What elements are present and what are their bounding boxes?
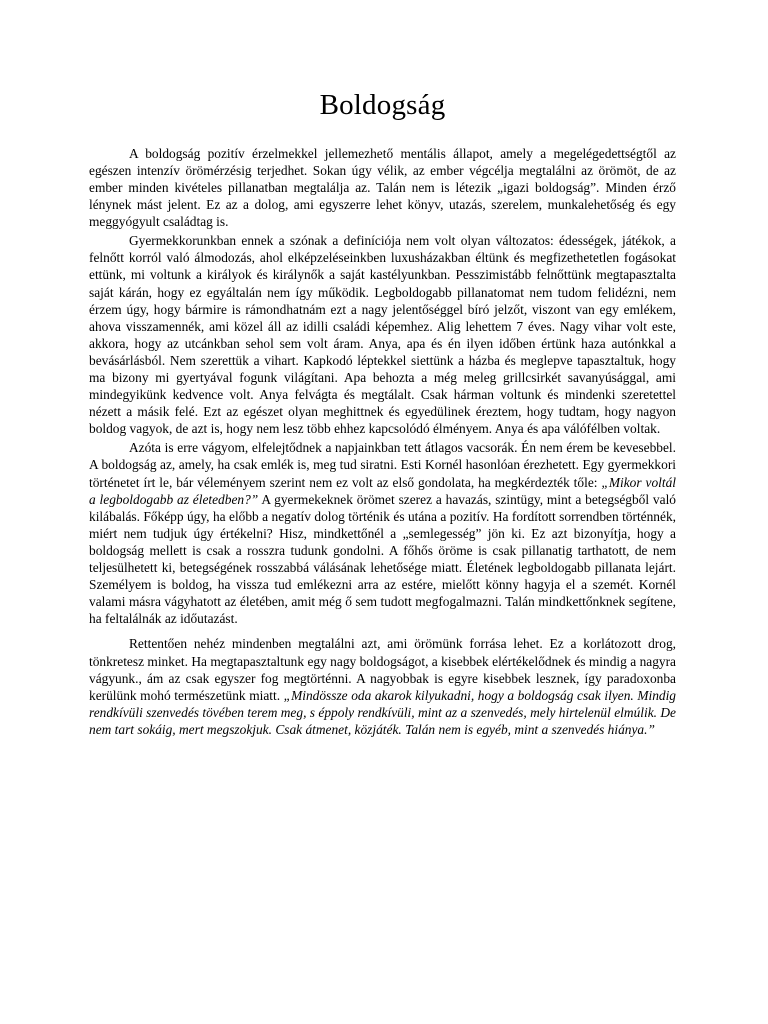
paragraph-4-text: Rettentően nehéz mindenben megtalálni azt, ami örömünk forrása lehet. Ez a korlátozott drog, tönkretesz minket. Ha megtapasztaltunk egy nagy boldogságot, a kisebbek elértékelődnek és mindig a nagyra vágyunk., ám az csak egyszer fog megtörténni. A nagyobbak is egyre kisebbek lesznek, így paradoxonba kerülünk mohó természetünk miatt. [89, 636, 676, 703]
paragraph-3-text-a: Azóta is erre vágyom, elfelejtődnek a napjainkban tett átlagos vacsorák. Én nem érem be kevesebbel. A boldogság az, amely, ha csak emlék is, meg tud siratni. Esti Kornél hasonlóan érezhetett. Egy gyermekkori történetet írt le, bár véleményem szerint nem ez volt az első gondolata, ha megkérdezték tőle: [89, 440, 676, 490]
paragraph-3 [89, 439, 676, 627]
paragraph-4 [89, 635, 676, 738]
paragraph-1: A boldogság pozitív érzelmekkel jellemezhető mentális állapot, amely a megelégedettségtől az egészen intenzív örömérzésig terjedhet. Sokan úgy vélik, az ember végcélja megtalálni az örömöt, de az ember minden kivételes pillanatban megtalálja az. Talán nem is létezik „igazi boldogság”. Minden érző lénynek mást jelent. Ez az a dolog, ami egyszerre lehet könyv, utazás, szerelem, munkalehetőség és egy meggyógyult családtag is. [89, 145, 676, 230]
paragraph-3-quote: „Mikor voltál a legboldogabb az életedben?” [89, 474, 676, 507]
paragraph-4-quote: „Mindössze oda akarok kilyukadni, hogy a boldogság csak ilyen. Mindig rendkívüli szenvedés tövében terem meg, s éppoly rendkívüli, mint az a szenvedés, mely hirtelenül elmúlik. De nem tart sokáig, mert megszokjuk. Csak átmenet, közjáték. Talán nem is egyéb, mint a szenvedés hiánya.” [89, 687, 676, 737]
page-title: Boldogság [319, 89, 446, 121]
paragraph-3-text-b: A gyermekeknek örömet szerez a havazás, szintügy, mint a betegségből való kilábalás. Főképp úgy, ha előbb a negatív dolog történik és utána a pozitív. Ha fordított sorrendben történnék, miért nem tudjuk úgy értékelni? Hisz, mindkettőnél a „semlegesség” jön ki. Ez azt bizonyítja, hogy a boldogság mellett is csak a rosszra tudunk gondolni. A főhős öröme is csak pillanatig tarthatott, de nem teljesülhetett ki, betegségének rosszabbá válásának lehetősége miatt. Életének legboldogabb pillanata lejárt. Személyem is boldog, ha vissza tud emlékezni arra az estére, mielőtt könny hagyja el a szemét. Kornél valami másra vágyhatott az életében, amit még ő sem tudott megfogalmazni. Talán mindkettőnknek segítene, ha feltalálnák az időutazást. [89, 491, 676, 627]
document-page [89, 88, 676, 738]
paragraph-2: Gyermekkorunkban ennek a szónak a definíciója nem volt olyan változatos: édességek, játékok, a felnőtt korról való álmodozás, ahol elképzeléseinkben luxusházakban éltünk és megfizethetetlen fogásokat ettünk, mi voltunk a királyok és királynők a saját kastélyunkban. Pesszimistább felnőttünk megtapasztalta saját kárán, hogy ez egyáltalán nem így működik. Legboldogabb pillanatomat nem tudom felidézni, nem érzem úgy, hogy bármire is rámondhatnám ezt a nagy jelentőséggel bíró jelzőt, viszont van egy emlékem, ahova visszamennék, ami közel áll az idilli családi képemhez. Alig lehettem 7 éves. Nagy vihar volt este, akkora, hogy az utcánkban sehol sem volt áram. Anya, apa és én ilyen időben értünk haza autónkkal a bevásárlásból. Nem szerettük a vihart. Kapkodó léptekkel siettünk a házba és meglepve tapasztaltuk, hogy ma bizony mi gyertyával fogunk világítani. Apa behozta a még meleg grillcsirkét savanyúsággal, ami mindegyikünk kedvence volt. Anya felvágta és megtálalt. Csak hárman voltunk és mindenki szeretettel nézett a másik felé. Ezt az egészet olyan meghittnek és egyedülinek éreztem, hogy tudtam, hogy nagyon boldog vagyok, de azt is, hogy nem lesz több ehhez kapcsolódó élményem. Anya és apa válófélben voltak. [89, 233, 676, 437]
